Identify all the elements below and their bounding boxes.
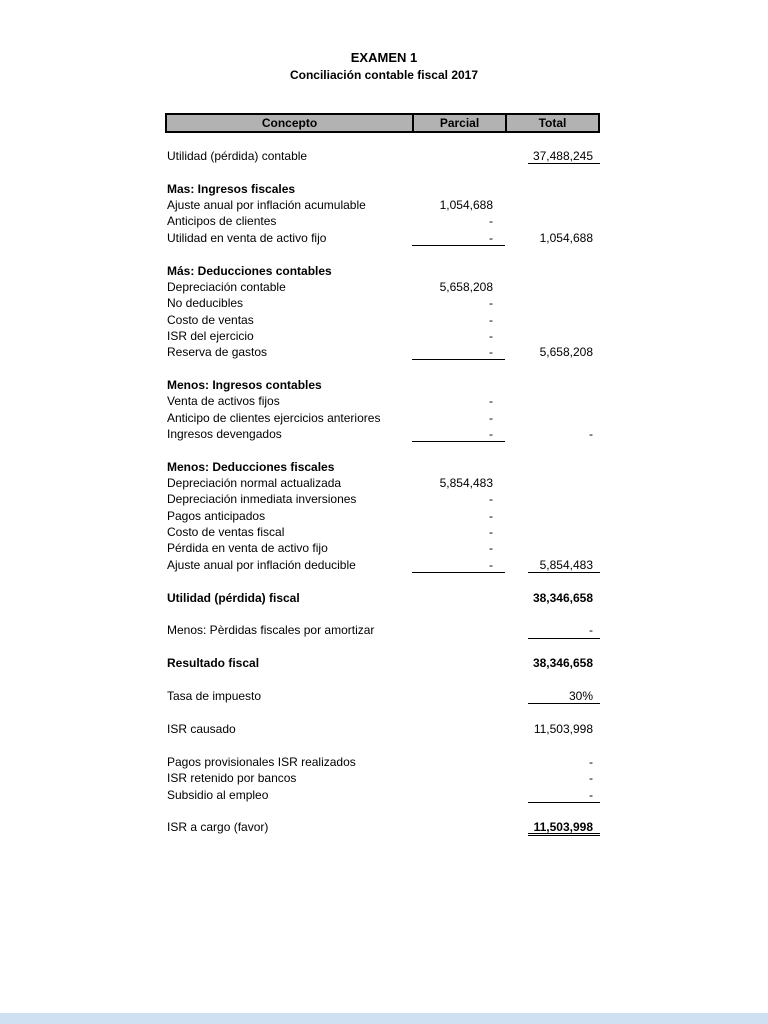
row-parcial (412, 181, 505, 197)
table-row (165, 279, 600, 295)
row-concepto: Venta de activos fijos (167, 394, 280, 409)
row-concepto: ISR retenido por bancos (167, 771, 297, 786)
row-parcial: - (489, 312, 493, 327)
table-row (165, 377, 600, 393)
row-total: - (528, 622, 600, 638)
spacer-row (165, 803, 600, 820)
table-row (165, 459, 600, 475)
row-total (528, 459, 600, 475)
table-body (165, 148, 600, 836)
row-concepto: Pagos anticipados (167, 508, 266, 523)
spacer-row (165, 360, 600, 377)
table-row (165, 787, 600, 803)
table-row (165, 540, 600, 556)
row-concepto: Depreciación normal actualizada (167, 476, 342, 491)
table-row (165, 393, 600, 409)
row-parcial: - (489, 508, 493, 523)
row-concepto: Costo de ventas (167, 312, 254, 327)
row-total: - (528, 787, 600, 803)
row-parcial (412, 655, 505, 671)
row-total: 5,658,208 (539, 345, 593, 360)
row-total: 38,346,658 (532, 656, 593, 671)
row-total (528, 263, 600, 279)
row-concepto: Menos: Ingresos contables (167, 378, 322, 393)
row-total: 5,854,483 (528, 557, 600, 573)
document-title: EXAMEN 1 (350, 50, 418, 65)
table-row (165, 230, 600, 246)
row-concepto: No deducibles (167, 296, 244, 311)
row-concepto: Anticipo de clientes ejercicios anteriores (167, 410, 381, 425)
row-parcial (412, 688, 505, 704)
table-row (165, 557, 600, 573)
table-row (165, 688, 600, 704)
document-subtitle: Conciliación contable fiscal 2017 (289, 68, 479, 82)
table-row (165, 148, 600, 164)
row-parcial (412, 622, 505, 638)
row-total (528, 197, 600, 213)
row-concepto: ISR causado (167, 722, 236, 737)
row-parcial (412, 819, 505, 835)
table-row (165, 426, 600, 442)
row-concepto: Depreciación inmediata inversiones (167, 492, 357, 507)
table-row (165, 754, 600, 770)
table-row (165, 655, 600, 671)
table-row (165, 819, 600, 835)
row-parcial (412, 148, 505, 164)
row-total (528, 508, 600, 524)
spacer-row (165, 639, 600, 656)
table-row (165, 622, 600, 638)
row-concepto: Subsidio al empleo (167, 787, 269, 802)
spacer-row (165, 704, 600, 721)
table-row (165, 770, 600, 786)
row-total: 37,488,245 (528, 148, 600, 164)
spacer-row (165, 573, 600, 590)
row-parcial (412, 459, 505, 475)
row-parcial: - (489, 410, 493, 425)
table-row (165, 312, 600, 328)
header-total: Total (538, 116, 567, 130)
row-concepto: Ingresos devengados (167, 426, 282, 441)
row-parcial (412, 590, 505, 606)
header-concepto: Concepto (167, 115, 414, 131)
row-concepto: Utilidad (pérdida) contable (167, 149, 308, 163)
row-concepto: Tasa de impuesto (167, 689, 262, 704)
row-concepto: Mas: Ingresos fiscales (167, 181, 296, 196)
row-total (528, 312, 600, 328)
table-row (165, 524, 600, 540)
row-total (528, 279, 600, 295)
row-total (528, 328, 600, 344)
row-total (528, 181, 600, 197)
spacer-row (165, 672, 600, 689)
table-row (165, 197, 600, 213)
header-parcial: Parcial (414, 115, 507, 131)
row-parcial (412, 721, 505, 737)
viewer-footer-bar (0, 1013, 768, 1024)
row-total: 30% (528, 688, 600, 704)
row-parcial: - (412, 426, 505, 442)
row-total: 11,503,998 (533, 722, 593, 737)
row-concepto: Reserva de gastos (167, 345, 268, 360)
row-total: 38,346,658 (532, 590, 593, 605)
row-concepto: ISR a cargo (favor) (167, 820, 269, 835)
row-total (528, 377, 600, 393)
row-parcial: - (412, 344, 505, 360)
row-total: - (589, 426, 593, 441)
table-row (165, 295, 600, 311)
row-parcial: - (489, 394, 493, 409)
row-concepto: Menos: Pèrdidas fiscales por amortizar (167, 623, 375, 638)
row-concepto: Pérdida en venta de activo fijo (167, 541, 328, 556)
row-concepto: Ajuste anual por inflación acumulable (167, 198, 366, 213)
row-total: - (589, 771, 593, 786)
table-row (165, 263, 600, 279)
table-row (165, 328, 600, 344)
spacer-row (165, 442, 600, 459)
row-total: 1,054,688 (539, 230, 593, 245)
row-total (528, 213, 600, 229)
row-parcial: - (412, 557, 505, 573)
row-parcial (412, 770, 505, 786)
table-row (165, 213, 600, 229)
row-concepto: Utilidad en venta de activo fijo (167, 230, 327, 245)
table-header-row (165, 113, 600, 133)
spacer-row (165, 606, 600, 623)
row-total (528, 295, 600, 311)
row-parcial (412, 754, 505, 770)
row-total: - (589, 754, 593, 769)
row-parcial: - (489, 328, 493, 343)
row-concepto: Utilidad (pérdida) fiscal (167, 590, 300, 605)
row-concepto: Ajuste anual por inflación deducible (167, 557, 356, 572)
row-parcial: - (489, 525, 493, 540)
table-row (165, 410, 600, 426)
row-total (528, 540, 600, 556)
row-total (528, 475, 600, 491)
row-parcial: - (489, 492, 493, 507)
row-parcial (412, 787, 505, 803)
row-concepto: Depreciación contable (167, 279, 286, 294)
table-row (165, 721, 600, 737)
row-parcial: - (489, 296, 493, 311)
row-parcial: - (412, 230, 505, 246)
row-parcial: 5,658,208 (439, 279, 493, 294)
row-concepto: Pagos provisionales ISR realizados (167, 754, 356, 769)
table-row (165, 181, 600, 197)
table-row (165, 590, 600, 606)
row-concepto: Anticipos de clientes (167, 214, 277, 229)
row-parcial: - (489, 214, 493, 229)
row-concepto: Resultado fiscal (167, 656, 260, 671)
table-row (165, 344, 600, 360)
row-parcial: 5,854,483 (439, 476, 493, 491)
row-total (528, 524, 600, 540)
table-row (165, 508, 600, 524)
spacer-row (165, 164, 600, 181)
spacer-row (165, 246, 600, 263)
row-total (528, 491, 600, 507)
spacer-row (165, 737, 600, 754)
row-parcial (412, 263, 505, 279)
table-row (165, 475, 600, 491)
row-parcial: - (489, 541, 493, 556)
row-concepto: Menos: Deducciones fiscales (167, 459, 335, 474)
row-concepto: Costo de ventas fiscal (167, 525, 285, 540)
row-parcial (412, 377, 505, 393)
table-row (165, 491, 600, 507)
row-concepto: Más: Deducciones contables (167, 263, 332, 278)
row-total (528, 410, 600, 426)
row-total: 11,503,998 (528, 819, 600, 835)
row-parcial: 1,054,688 (439, 198, 493, 213)
row-concepto: ISR del ejercicio (167, 328, 254, 343)
row-total (528, 393, 600, 409)
reconciliation-table (165, 113, 600, 836)
